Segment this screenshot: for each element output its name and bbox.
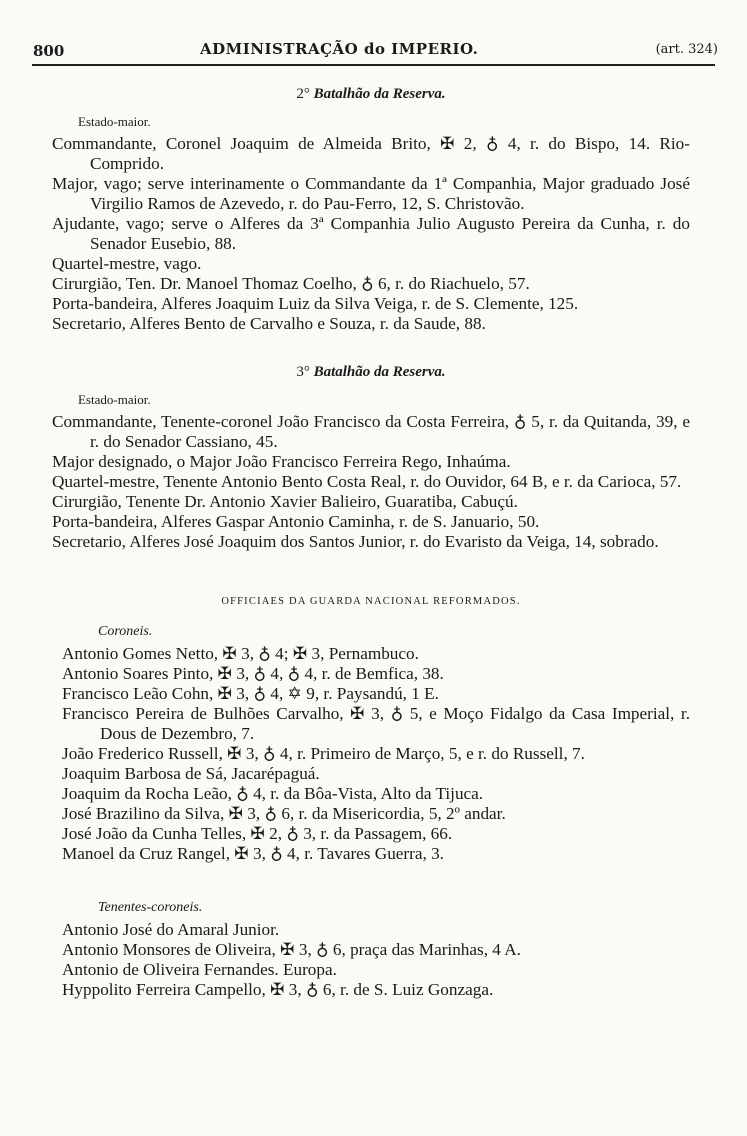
staff-label-3: Estado-maior. xyxy=(78,392,151,407)
section-number-2: 2° xyxy=(296,86,310,102)
entry: Secretario, Alferes José Joaquim dos Santos Junior, r. do Evaristo da Veiga, 14, sobrado. xyxy=(52,532,659,551)
officer-entry: Francisco Leão Cohn, ✠ 3, ♁ 4, ✡ 9, r. Paysandú, 1 E. xyxy=(62,684,439,703)
entry: Cirurgião, Ten. Dr. Manoel Thomaz Coelho, ♁ 6, r. do Riachuelo, 57. xyxy=(52,274,530,293)
entry: Cirurgião, Tenente Dr. Antonio Xavier Balieiro, Guaratiba, Cabuçú. xyxy=(52,492,518,511)
section-name-2: Batalhão da Reserva. xyxy=(313,86,446,102)
running-title: ADMINISTRAÇÃO do IMPERIO. xyxy=(200,40,479,58)
officer-entry: Joaquim Barbosa de Sá, Jacarépaguá. xyxy=(62,764,320,783)
entry: Quartel-mestre, vago. xyxy=(52,254,202,273)
officer-entry: José João da Cunha Telles, ✠ 2, ♁ 3, r. da Passagem, 66. xyxy=(62,824,453,843)
entry: Commandante, Tenente-coronel João Francisco da Costa Ferreira, ♁ 5, r. da Quitanda, 39, e r. do Senador Cassiano, 45. xyxy=(52,412,690,451)
entry: Secretario, Alferes Bento de Carvalho e Souza, r. da Saude, 88. xyxy=(52,314,486,333)
entry: Commandante, Coronel Joaquim de Almeida Brito, ✠ 2, ♁ 4, r. do Bispo, 14. Rio-Comprido. xyxy=(52,134,690,173)
officer-entry: Joaquim da Rocha Leão, ♁ 4, r. da Bôa-Vista, Alto da Tijuca. xyxy=(62,784,484,803)
entry: Ajudante, vago; serve o Alferes da 3ª Companhia Julio Augusto Pereira da Cunha, r. do Senador Eusebio, 88. xyxy=(52,214,690,253)
officer-entry: João Frederico Russell, ✠ 3, ♁ 4, r. Primeiro de Março, 5, e r. do Russell, 7. xyxy=(62,744,585,763)
retired-officers-heading: OFFICIAES DA GUARDA NACIONAL REFORMADOS. xyxy=(221,596,521,607)
section-title-2 xyxy=(52,84,690,104)
officer-entry: Manoel da Cruz Rangel, ✠ 3, ♁ 4, r. Tavares Guerra, 3. xyxy=(62,844,444,863)
page-content xyxy=(52,80,690,1000)
tenentes-label: Tenentes-coroneis. xyxy=(98,900,203,915)
officer-entry: Antonio Gomes Netto, ✠ 3, ♁ 4; ✠ 3, Pernambuco. xyxy=(62,644,419,663)
entry: Major designado, o Major João Francisco Ferreira Rego, Inhaúma. xyxy=(52,452,511,471)
officer-entry: Antonio José do Amaral Junior. xyxy=(62,920,280,939)
staff-label-2: Estado-maior. xyxy=(78,114,151,129)
entry: Porta-bandeira, Alferes Joaquim Luiz da Silva Veiga, r. de S. Clemente, 125. xyxy=(52,294,579,313)
section-name-3: Batalhão da Reserva. xyxy=(313,364,446,380)
entry: Major, vago; serve interinamente o Commandante da 1ª Companhia, Major graduado José Virgilio Ramos de Azevedo, r. do Pau-Ferro, 12, S. Christovão. xyxy=(52,174,690,213)
page-number: 800 xyxy=(33,42,65,60)
officer-entry: Francisco Pereira de Bulhões Carvalho, ✠ 3, ♁ 5, e Moço Fidalgo da Casa Imperial, r. Dous de Dezembro, 7. xyxy=(62,704,690,743)
officer-entry: José Brazilino da Silva, ✠ 3, ♁ 6, r. da Misericordia, 5, 2º andar. xyxy=(62,804,506,823)
officer-entry: Hyppolito Ferreira Campello, ✠ 3, ♁ 6, r. de S. Luiz Gonzaga. xyxy=(62,980,494,999)
page-header xyxy=(30,40,720,66)
section-number-3: 3° xyxy=(296,364,310,380)
entry: Quartel-mestre, Tenente Antonio Bento Costa Real, r. do Ouvidor, 64 B, e r. da Carioca, 57. xyxy=(52,472,682,491)
section-title-3 xyxy=(52,362,690,382)
officer-entry: Antonio Monsores de Oliveira, ✠ 3, ♁ 6, praça das Marinhas, 4 A. xyxy=(62,940,521,959)
article-number: (art. 324) xyxy=(655,42,718,57)
officer-entry: Antonio Soares Pinto, ✠ 3, ♁ 4, ♁ 4, r. de Bemfica, 38. xyxy=(62,664,444,683)
coroneis-label: Coroneis. xyxy=(98,624,153,639)
officer-entry: Antonio de Oliveira Fernandes. Europa. xyxy=(62,960,337,979)
entry: Porta-bandeira, Alferes Gaspar Antonio Caminha, r. de S. Januario, 50. xyxy=(52,512,540,531)
header-rule xyxy=(32,64,715,66)
